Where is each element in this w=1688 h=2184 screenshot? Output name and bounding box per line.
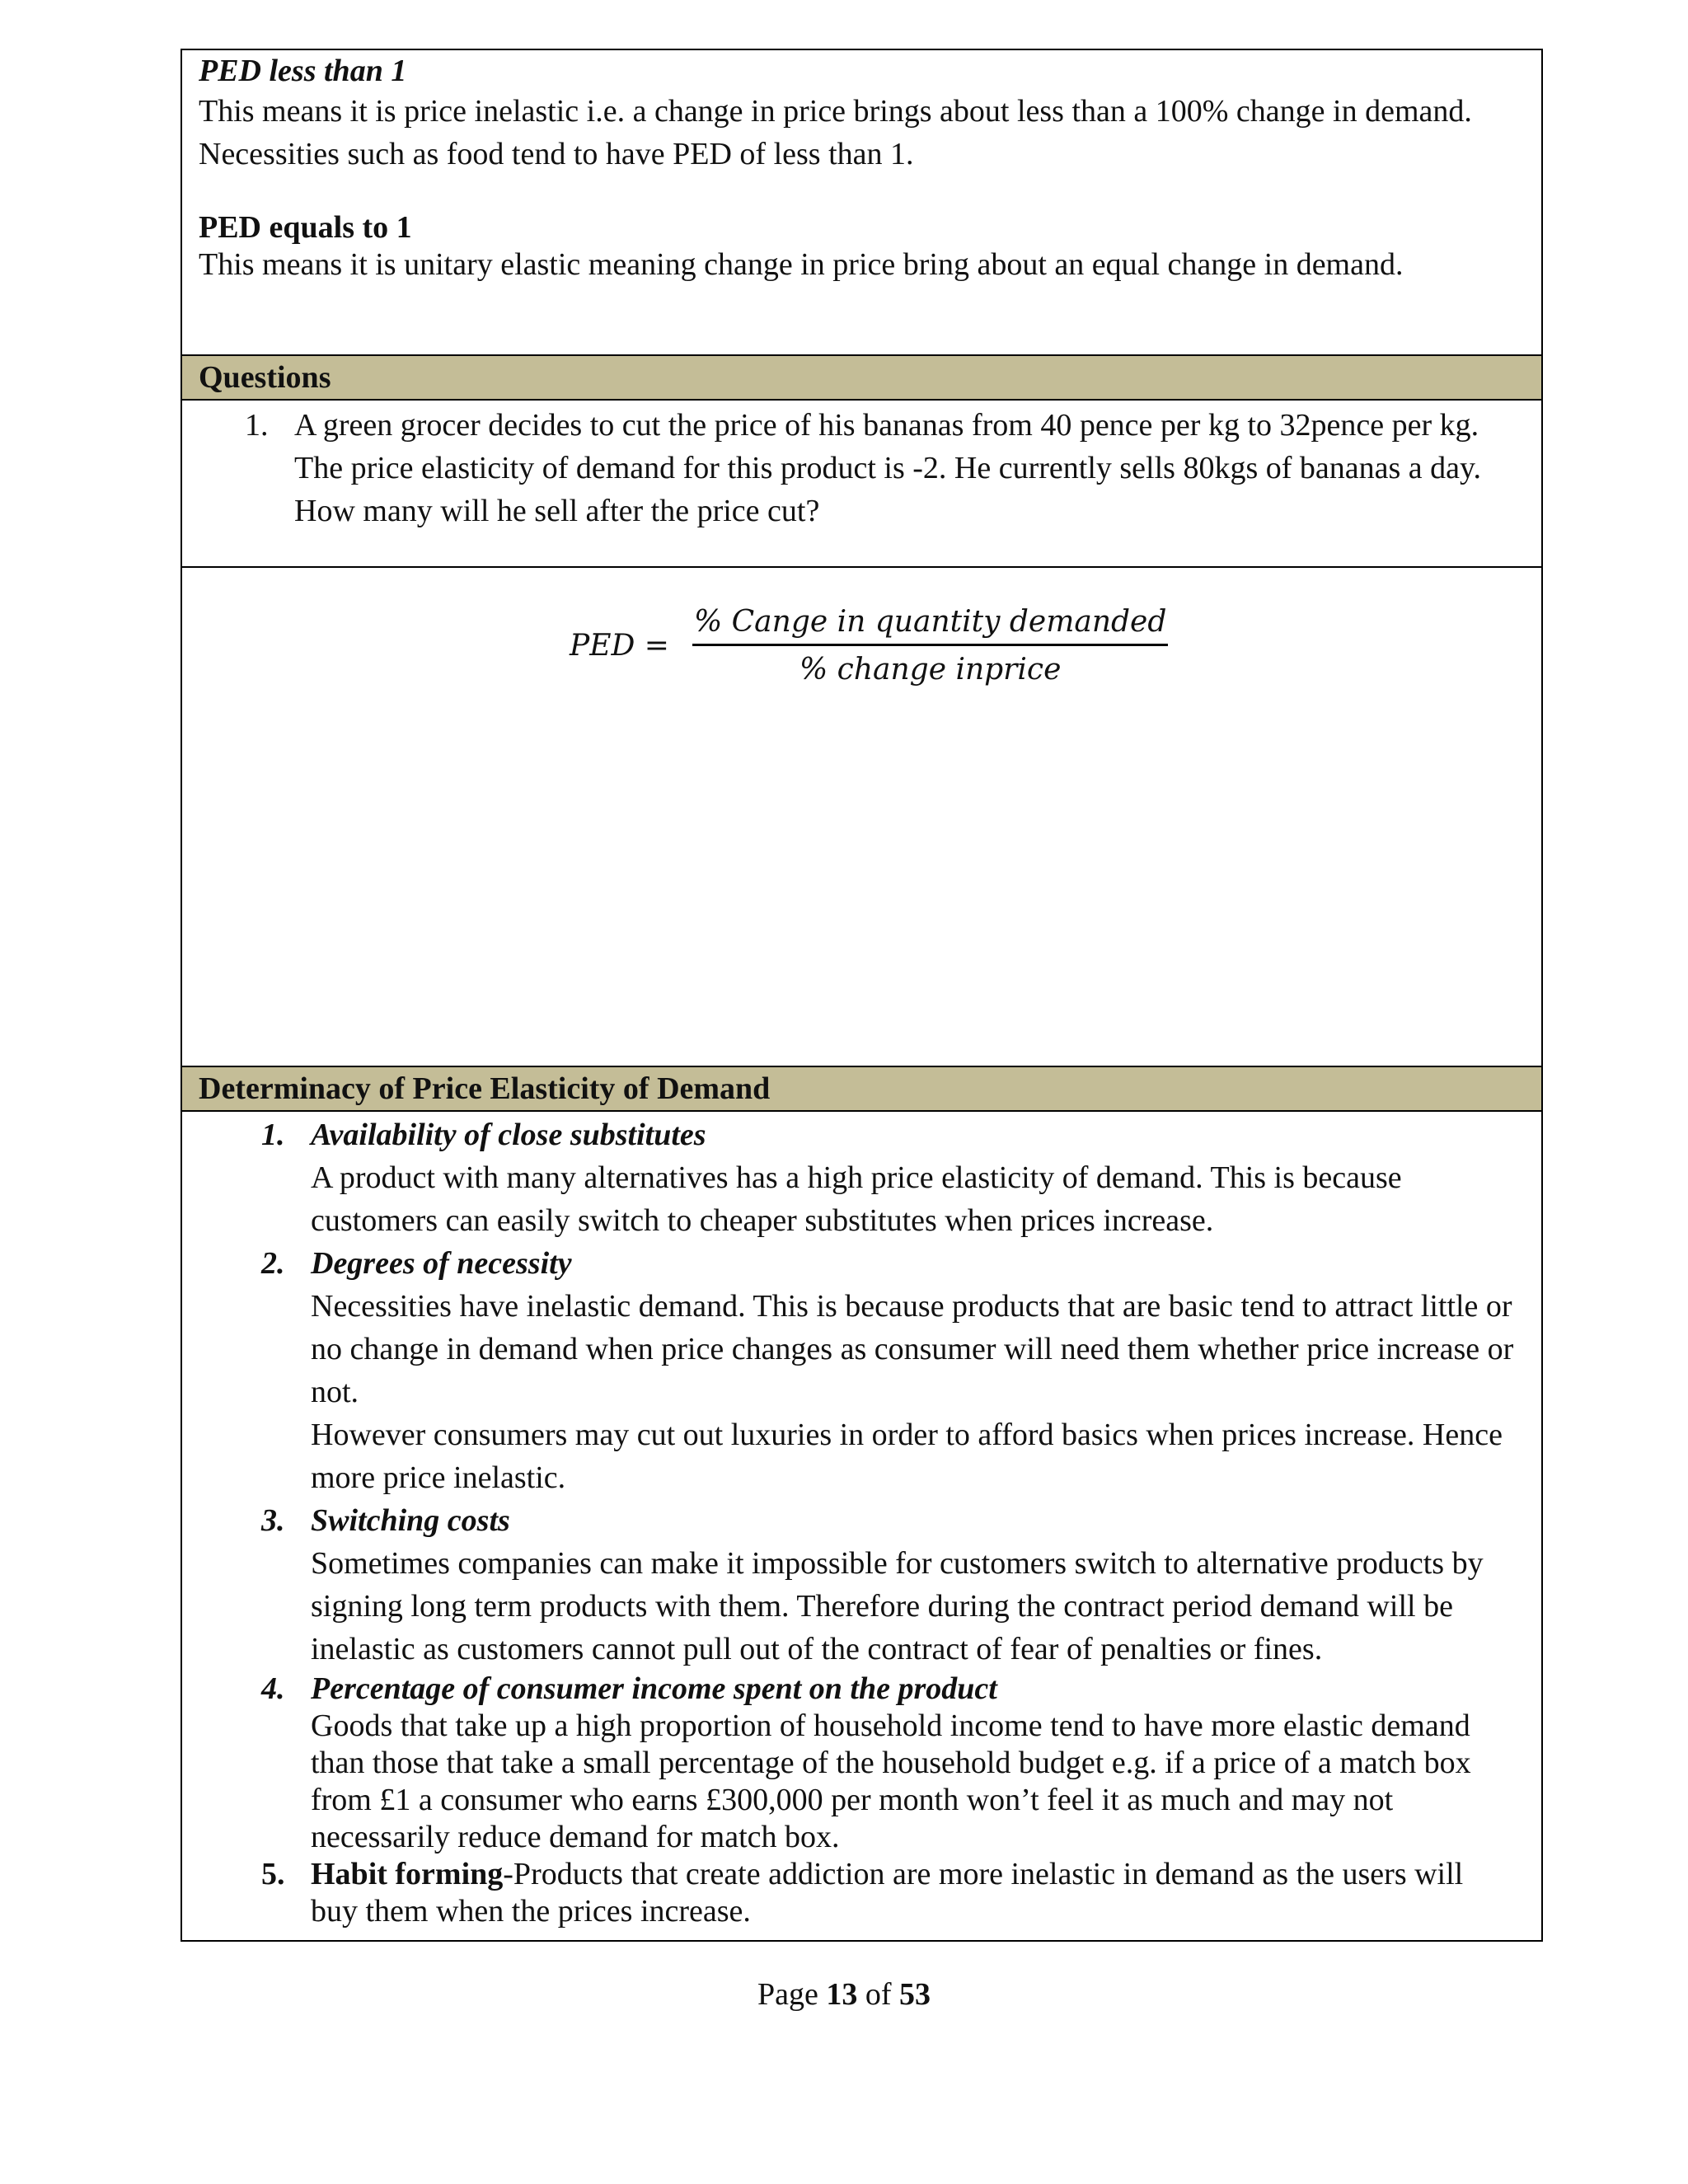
determinant-text: However consumers may cut out luxuries in order to afford basics when prices increase. Hence more price inelastic. [311,1418,1503,1495]
determinant-inline-text: -Products that create addiction are more inelastic in demand as the users will buy them when the prices increase. [311,1857,1464,1929]
ped-equal-text: This means it is unitary elastic meaning change in price bring about an equal change in demand. [199,247,1404,282]
total-page-count: 53 [899,1977,931,2012]
question-list [182,401,1541,568]
determinant-text: Necessities have inelastic demand. This is because products that are basic tend to attract little or no change in demand when price changes as consumer will need them whether price increase or not. [311,1289,1514,1409]
answer-space [182,568,1541,1067]
determinants-header: Determinacy of Price Elasticity of Demand [182,1067,1541,1112]
formula-fraction [692,605,1168,687]
determinant-item [199,1499,1525,1671]
determinant-number: 1. [261,1118,285,1152]
ped-definitions-cell [182,50,1541,356]
determinant-item [199,1113,1525,1242]
determinant-item [199,1242,1525,1499]
ped-formula [570,605,1168,687]
ped-less-text-2: Necessities such as food tend to have PED of less than 1. [199,137,914,171]
determinant-title: Switching costs [311,1503,510,1538]
formula-denominator: % change inprice [799,653,1062,687]
page-footer [0,1976,1688,2013]
formula-numerator: % Cange in quantity demanded [692,605,1168,646]
ped-less-text-1: This means it is price inelastic i.e. a change in price brings about less than a 100% change in demand. [199,94,1472,129]
determinant-number: 3. [261,1503,285,1538]
ped-equal-heading: PED equals to 1 [199,210,412,245]
determinant-title: Percentage of consumer income spent on the product [311,1671,997,1706]
of-word: of [865,1977,892,2012]
determinant-number: 2. [261,1246,285,1281]
notes-table [181,49,1543,1942]
questions-header: Questions [182,356,1541,401]
determinant-text [311,1856,1517,1930]
determinants-list [182,1112,1541,1940]
question-text: A green grocer decides to cut the price of his bananas from 40 pence per kg to 32pence per kg. The price elasticity of demand for this product is -2. He currently sells 80kgs of bananas a day. How many will he sell after the price cut? [294,408,1482,528]
determinant-title: Availability of close substitutes [311,1118,706,1152]
determinant-title: Habit forming [311,1857,504,1891]
determinant-title: Degrees of necessity [311,1246,572,1281]
page-word: Page [757,1977,818,2012]
determinant-item [199,1671,1525,1856]
question-item [199,404,1525,532]
determinant-number: 4. [261,1671,285,1706]
determinant-text: A product with many alternatives has a high price elasticity of demand. This is because customers can easily switch to cheaper substitutes when prices increase. [311,1160,1402,1238]
formula-lhs: PED = [570,629,669,663]
ped-less-heading: PED less than 1 [199,54,407,88]
current-page-number: 13 [826,1977,858,2012]
determinant-text: Goods that take up a high proportion of household income tend to have more elastic demand than those that take a small percentage of the household budget e.g. if a price of a match box from £1 a consumer who earns £300,000 per month won’t feel it as much and may not necessarily reduce demand for match box. [311,1708,1471,1854]
determinant-text: Sometimes companies can make it impossible for customers switch to alternative products by signing long term products with them. Therefore during the contract period demand will be inelastic as customers cannot pull out of the contract of fear of penalties or fines. [311,1546,1484,1666]
question-number: 1. [245,408,269,443]
determinant-item [199,1856,1525,1930]
determinant-number: 5. [261,1857,285,1891]
